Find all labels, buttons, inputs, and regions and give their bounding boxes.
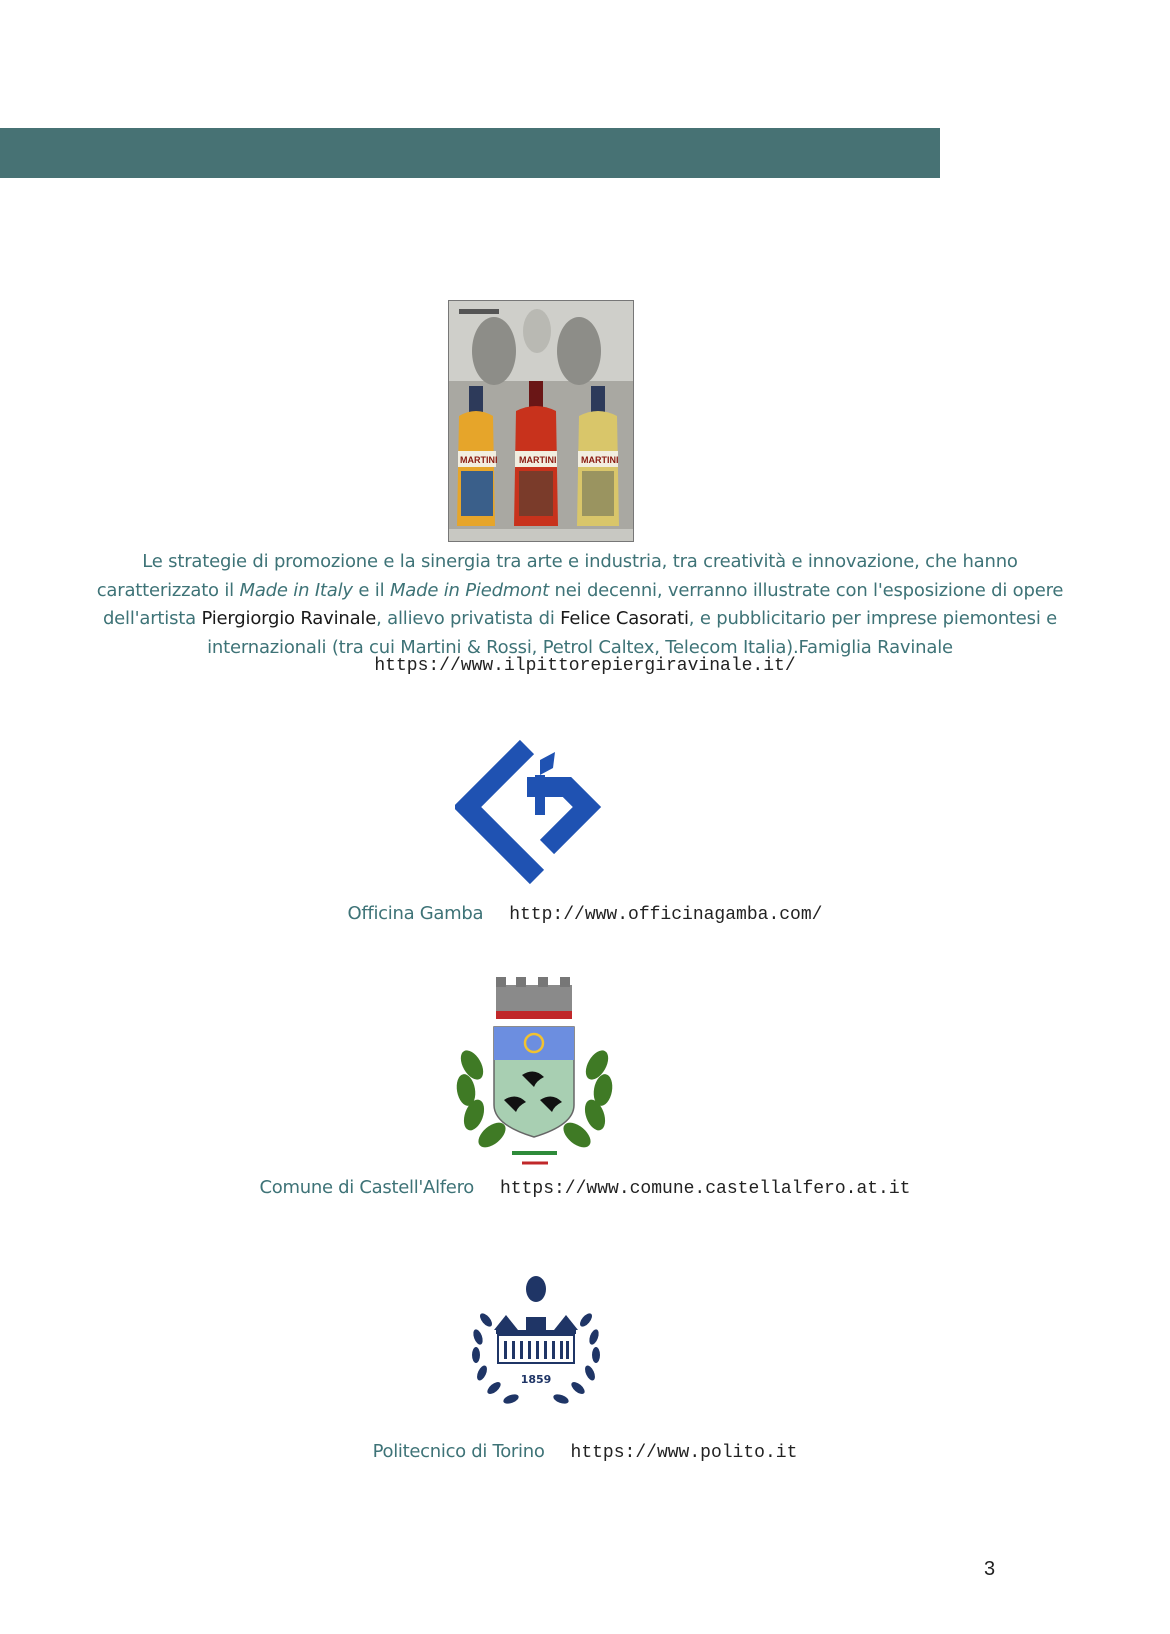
made-in-piedmont-text: Made in Piedmont bbox=[389, 579, 550, 601]
partner-url-link[interactable]: https://www.polito.it bbox=[570, 1443, 798, 1463]
header-band bbox=[0, 128, 940, 178]
partner-url-link[interactable]: http://www.officinagamba.com/ bbox=[509, 905, 823, 925]
artist-name: Piergiorgio Ravinale bbox=[201, 608, 377, 629]
polito-seal-icon bbox=[466, 1275, 606, 1415]
poster-brand-label: MARTINI bbox=[519, 455, 557, 465]
intro-text: , e pubblicitario per imprese piemontesi e internazionali (tra cui Martini & Rossi, Petrol Caltex, Telecom Italia).Famiglia Ravinale bbox=[207, 608, 1058, 658]
partner-name: Officina Gamba bbox=[347, 903, 484, 924]
intro-text: nei decenni, verranno illustrate con l'esposizione di opere dell'artista bbox=[102, 579, 1064, 629]
coat-of-arms-icon bbox=[452, 975, 617, 1172]
partner-name: Comune di Castell'Alfero bbox=[259, 1177, 474, 1198]
teacher-name: Felice Casorati bbox=[560, 608, 689, 629]
seal-year: 1859 bbox=[520, 1373, 552, 1386]
intro-text: , allievo privatista di bbox=[376, 608, 561, 629]
martini-poster-image bbox=[448, 300, 634, 542]
officina-gamba-logo-icon bbox=[455, 735, 615, 895]
made-in-italy-text: Made in Italy bbox=[239, 579, 353, 601]
partner-name: Politecnico di Torino bbox=[372, 1441, 545, 1462]
poster-brand-label: MARTINI bbox=[460, 455, 498, 465]
intro-text: Le strategie di promozione e la sinergia tra arte e industria, tra creatività e innovazione, che hanno caratterizzato il bbox=[96, 551, 1018, 601]
intro-text: e il bbox=[352, 579, 390, 601]
ravinale-url-link[interactable]: https://www.ilpittorepiergiravinale.it/ bbox=[374, 656, 796, 676]
intro-paragraph bbox=[80, 548, 1080, 662]
partner-row-polito bbox=[0, 1441, 1170, 1463]
partner-row-castell-alfero bbox=[0, 1177, 1170, 1199]
partner-url-link[interactable]: https://www.comune.castellalfero.at.it bbox=[500, 1179, 911, 1199]
page-number: 3 bbox=[984, 1558, 996, 1580]
poster-brand-label: MARTINI bbox=[581, 455, 619, 465]
partner-row-officina-gamba bbox=[0, 903, 1170, 925]
